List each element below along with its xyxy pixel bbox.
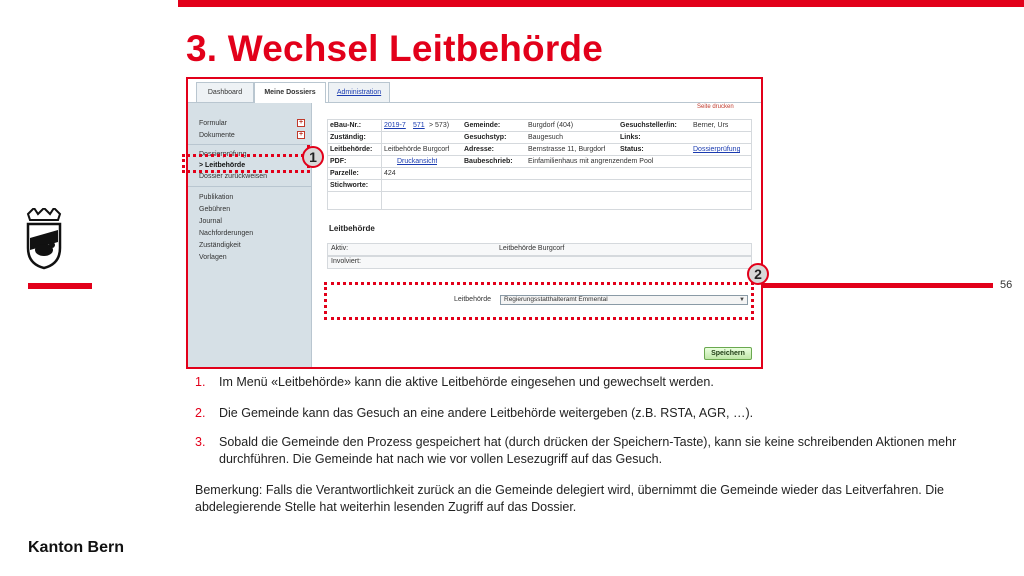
leitbehoerde-label: Leitbehörde: (330, 146, 373, 153)
sidebar-item-dossierpruefung[interactable]: Dossierprüfung (199, 151, 247, 158)
leitbehoerde-select-value: Regierungsstatthalteramt Emmental (504, 296, 608, 303)
highlight-leitbehoerde-menu (182, 154, 310, 173)
pdf-label: PDF: (330, 158, 347, 165)
note-number: 1. (195, 375, 206, 389)
plus-icon[interactable]: + (298, 131, 304, 138)
grid-line (327, 155, 752, 156)
status-link[interactable]: Dossierprüfung (693, 146, 741, 153)
highlight-leitbehoerde-select (324, 282, 754, 320)
tab-dashboard[interactable]: Dashboard (196, 82, 254, 102)
grid-line (327, 119, 328, 209)
druckansicht-link[interactable]: Druckansicht (397, 158, 438, 165)
grid-line (327, 131, 752, 132)
sidebar-item-nachforderungen[interactable]: Nachforderungen (199, 230, 254, 237)
parzelle-label: Parzelle: (330, 170, 359, 177)
grid-line (327, 119, 752, 120)
grid-line (327, 167, 752, 168)
aktiv-row (327, 243, 752, 256)
sidebar-item-journal[interactable]: Journal (199, 218, 222, 225)
sidebar-item-leitbehoerde[interactable]: > Leitbehörde (199, 162, 246, 169)
ebau-rest: > 573) (429, 122, 450, 129)
sidebar-item-gebuehren[interactable]: Gebühren (199, 206, 231, 213)
sidebar-item-publikation[interactable]: Publikation (199, 194, 234, 201)
aktiv-value: Leitbehörde Burgcorf (499, 245, 565, 252)
note-text: Die Gemeinde kann das Gesuch an eine andere Leitbehörde weitergeben (z.B. RSTA, AGR, …). (219, 406, 754, 420)
save-button[interactable]: Speichern (704, 347, 752, 360)
sidebar-divider (188, 186, 312, 187)
sidebar-item-dokumente[interactable]: Dokumente (199, 132, 235, 139)
leitbehoerde-select-label: Leitbehörde (454, 296, 491, 303)
ebau-link[interactable]: 2019-7 (384, 122, 406, 129)
ebau-label: eBau-Nr.: (330, 122, 362, 129)
stichworte-label: Stichworte: (330, 182, 369, 189)
grid-line (751, 119, 752, 209)
involviert-label: Involviert: (331, 258, 361, 265)
footer-brand: Kanton Bern (28, 539, 124, 556)
dossier-info-grid (327, 119, 752, 211)
bern-crest-icon (24, 208, 64, 270)
gemeinde-value: Burgdorf (404) (528, 122, 574, 129)
links-label: Links: (620, 134, 641, 141)
adresse-value: Bernstrasse 11, Burgdorf (528, 146, 606, 153)
baubeschrieb-label: Baubeschrieb: (464, 158, 513, 165)
gesuchsteller-value: Berner, Urs (693, 122, 729, 129)
note-number: 2. (195, 406, 206, 420)
baubeschrieb-value: Einfamilienhaus mit angrenzendem Pool (528, 158, 654, 165)
remark-text: Bemerkung: Falls die Verantwortlichkeit zurück an die Gemeinde delegiert wird, übernimmt die Gemeinde wieder das Leitverfahren. Die abdelegierende Stelle hat weiterhin lesenden Zugriff auf das Dossier. (195, 483, 944, 514)
chevron-down-icon: ▼ (739, 297, 745, 303)
print-page-link[interactable]: Seite drucken (697, 104, 734, 110)
top-accent-bar (178, 0, 1024, 7)
callout-badge-2: 2 (747, 263, 769, 285)
sidebar-divider (188, 144, 312, 145)
grid-line (327, 179, 752, 180)
adresse-label: Adresse: (464, 146, 494, 153)
tab-administration[interactable]: Administration (328, 82, 390, 102)
gesuchstyp-value: Baugesuch (528, 134, 564, 141)
slide-title: 3. Wechsel Leitbehörde (186, 28, 604, 69)
status-label: Status: (620, 146, 644, 153)
involviert-row (327, 256, 752, 269)
grid-line (327, 209, 752, 210)
ebau-link-571[interactable]: 571 (413, 122, 425, 129)
tab-bar (188, 79, 761, 103)
leitbehoerde-value: Leitbehörde Burgcorf (384, 146, 450, 153)
plus-icon[interactable]: + (298, 119, 304, 126)
tab-meine-dossiers[interactable]: Meine Dossiers (254, 82, 326, 103)
gesuchstyp-label: Gesuchstyp: (464, 134, 507, 141)
grid-line (381, 119, 382, 209)
aktiv-label: Aktiv: (331, 245, 349, 252)
leitbehoerde-section-title: Leitbehörde (329, 224, 375, 233)
zustaendig-label: Zuständig: (330, 134, 366, 141)
gemeinde-label: Gemeinde: (464, 122, 501, 129)
sidebar-item-formular[interactable]: Formular (199, 120, 228, 127)
grid-line (327, 191, 752, 192)
sidebar-item-dossier-zurueckweisen[interactable]: Dossier zurückweisen (199, 173, 268, 180)
note-text: Sobald die Gemeinde den Prozess gespeichert hat (durch drücken der Speichern-Taste), kann sie keine schreibenden Aktionen mehr durchführen. Die Gemeinde hat nach wie vor vollen Lesezugriff auf das Gesuch. (219, 435, 957, 466)
parzelle-value: 424 (384, 170, 396, 177)
page-number: 56 (1000, 279, 1013, 291)
sidebar-item-zustaendigkeit[interactable]: Zuständigkeit (199, 242, 241, 249)
gesuchsteller-label: Gesuchsteller/in: (620, 122, 677, 129)
sidebar (188, 103, 312, 369)
sidebar-item-vorlagen[interactable]: Vorlagen (199, 254, 227, 261)
note-number: 3. (195, 435, 206, 449)
left-accent-rule (28, 283, 92, 289)
callout-badge-1: 1 (302, 146, 324, 168)
grid-line (327, 143, 752, 144)
note-text: Im Menü «Leitbehörde» kann die aktive Leitbehörde eingesehen und gewechselt werden. (219, 375, 714, 389)
